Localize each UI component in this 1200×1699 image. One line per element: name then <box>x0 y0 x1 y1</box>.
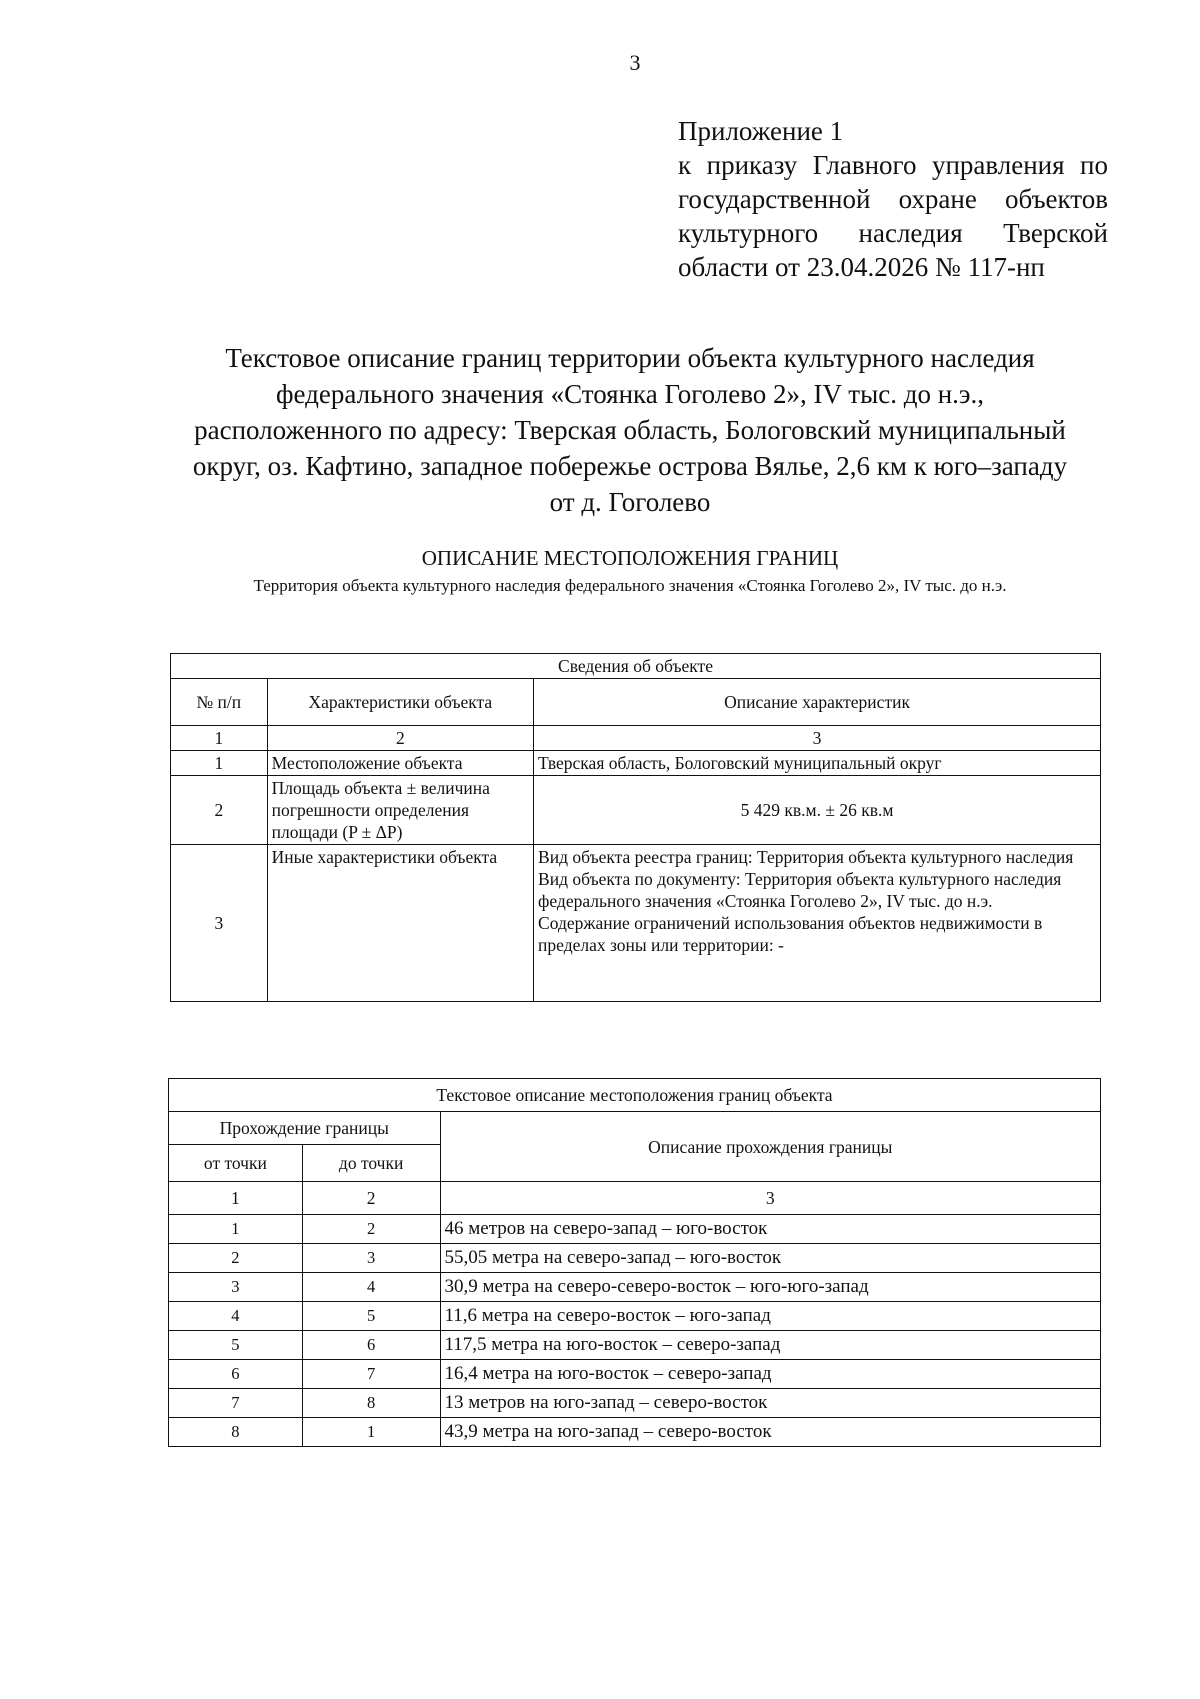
boundary-caption: Текстовое описание местоположения границ объекта <box>169 1079 1101 1112</box>
to-point: 7 <box>302 1360 440 1389</box>
from-point: 3 <box>169 1273 303 1302</box>
title-line: от д. Гоголево <box>549 487 711 517</box>
table-row <box>171 845 1101 1002</box>
row-characteristic: Площадь объекта ± величина погрешности определения площади (P ± ΔP) <box>267 776 533 845</box>
object-info-caption: Сведения об объекте <box>171 654 1101 679</box>
appendix-line: к приказу Главного управления по <box>678 150 1108 180</box>
from-point: 4 <box>169 1302 303 1331</box>
document-title <box>150 340 1110 520</box>
boundary-description: 46 метров на северо-запад – юго-восток <box>440 1215 1101 1244</box>
description-line: Содержание ограничений использования объектов недвижимости в пределах зоны или территории: - <box>538 913 1043 955</box>
row-characteristic: Местоположение объекта <box>267 751 533 776</box>
appendix-header <box>678 114 1108 284</box>
table-row <box>171 751 1101 776</box>
to-point: 3 <box>302 1244 440 1273</box>
to-point: 4 <box>302 1273 440 1302</box>
column-number: 1 <box>169 1182 303 1215</box>
title-line: расположенного по адресу: Тверская область, Бологовский муниципальный <box>194 415 1066 445</box>
column-number: 2 <box>302 1182 440 1215</box>
from-point: 6 <box>169 1360 303 1389</box>
boundary-table <box>168 1078 1101 1447</box>
description-line: Вид объекта реестра границ: Территория объекта культурного наследия <box>538 847 1074 867</box>
header-to-point: до точки <box>302 1145 440 1182</box>
table-row <box>169 1360 1101 1389</box>
boundary-description: 43,9 метра на юго-запад – северо-восток <box>440 1418 1101 1447</box>
description-line: Вид объекта по документу: Территория объекта культурного наследия федерального значения «Стоянка Гоголево 2», IV тыс. до н.э. <box>538 869 1062 911</box>
title-line: округ, оз. Кафтино, западное побережье острова Вялье, 2,6 км к юго–западу <box>192 451 1068 481</box>
row-description <box>534 845 1101 1002</box>
section-heading: ОПИСАНИЕ МЕСТОПОЛОЖЕНИЯ ГРАНИЦ <box>421 546 839 570</box>
column-number: 3 <box>440 1182 1101 1215</box>
to-point: 5 <box>302 1302 440 1331</box>
column-number: 3 <box>534 726 1101 751</box>
appendix-line: государственной охране объектов <box>678 184 1108 214</box>
column-number: 1 <box>171 726 268 751</box>
boundary-description: 16,4 метра на юго-восток – северо-запад <box>440 1360 1101 1389</box>
column-number: 2 <box>267 726 533 751</box>
from-point: 7 <box>169 1389 303 1418</box>
header-characteristic: Характеристики объекта <box>267 679 533 726</box>
header-num: № п/п <box>171 679 268 726</box>
row-characteristic: Иные характеристики объекта <box>267 845 533 1002</box>
boundary-description: 13 метров на юго-запад – северо-восток <box>440 1389 1101 1418</box>
table-row <box>169 1331 1101 1360</box>
title-line: Текстовое описание границ территории объекта культурного наследия <box>225 343 1035 373</box>
table-row <box>169 1418 1101 1447</box>
boundary-description: 117,5 метра на юго-восток – северо-запад <box>440 1331 1101 1360</box>
row-description: Тверская область, Бологовский муниципальный округ <box>534 751 1101 776</box>
page-number: 3 <box>629 50 641 75</box>
object-info-table <box>170 653 1101 1002</box>
header-passage: Прохождение границы <box>169 1112 441 1145</box>
table-row <box>169 1273 1101 1302</box>
appendix-line: области от 23.04.2026 № 117-нп <box>678 252 1045 282</box>
to-point: 1 <box>302 1418 440 1447</box>
header-boundary-description: Описание прохождения границы <box>440 1112 1101 1182</box>
row-description: 5 429 кв.м. ± 26 кв.м <box>534 776 1101 845</box>
boundary-description: 30,9 метра на северо-северо-восток – юго-юго-запад <box>440 1273 1101 1302</box>
from-point: 2 <box>169 1244 303 1273</box>
row-num: 2 <box>171 776 268 845</box>
table-row <box>171 776 1101 845</box>
from-point: 5 <box>169 1331 303 1360</box>
from-point: 8 <box>169 1418 303 1447</box>
to-point: 6 <box>302 1331 440 1360</box>
header-from-point: от точки <box>169 1145 303 1182</box>
appendix-line: культурного наследия Тверской <box>678 218 1108 248</box>
boundary-description: 11,6 метра на северо-восток – юго-запад <box>440 1302 1101 1331</box>
row-num: 1 <box>171 751 268 776</box>
to-point: 2 <box>302 1215 440 1244</box>
header-description: Описание характеристик <box>534 679 1101 726</box>
to-point: 8 <box>302 1389 440 1418</box>
table-row <box>169 1215 1101 1244</box>
appendix-line: Приложение 1 <box>678 116 844 146</box>
table-row <box>169 1244 1101 1273</box>
section-subheading: Территория объекта культурного наследия федерального значения «Стоянка Гоголево 2», IV тыс. до н.э. <box>253 576 1007 595</box>
row-num: 3 <box>171 845 268 1002</box>
table-row <box>169 1302 1101 1331</box>
from-point: 1 <box>169 1215 303 1244</box>
boundary-description: 55,05 метра на северо-запад – юго-восток <box>440 1244 1101 1273</box>
table-row <box>169 1389 1101 1418</box>
title-line: федерального значения «Стоянка Гоголево 2», IV тыс. до н.э., <box>276 379 984 409</box>
